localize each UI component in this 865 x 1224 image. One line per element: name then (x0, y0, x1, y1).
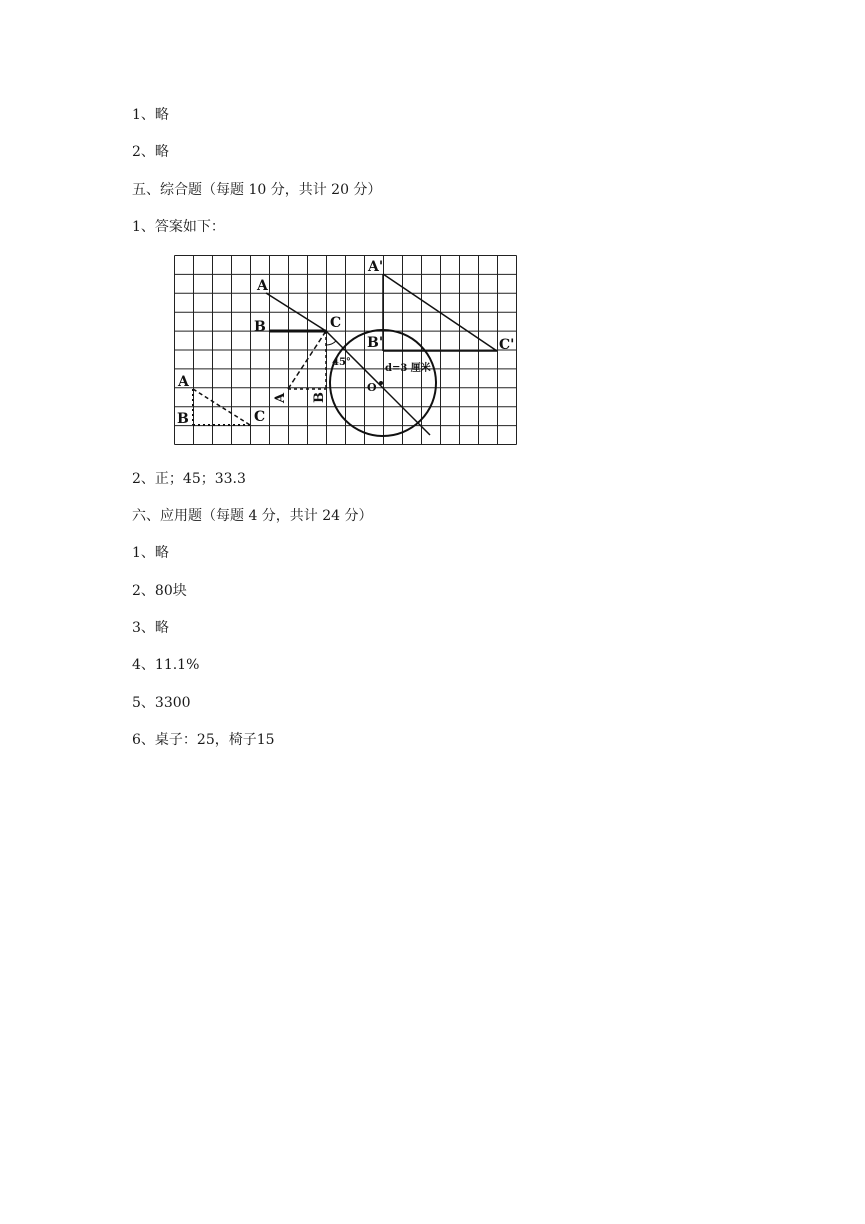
line-10: 6、桌子：25，椅子15 (132, 732, 275, 748)
line-7: 3、略 (132, 620, 169, 636)
section-heading-5: 五、综合题（每题 10 分，共计 20 分） (132, 182, 382, 198)
label-a2: A' (368, 259, 384, 275)
line-8: 4、11.1% (132, 657, 200, 673)
label-b2: B' (367, 335, 384, 351)
label-a1: A (257, 278, 268, 294)
angle-arc (326, 341, 336, 345)
label-a3: A (178, 374, 189, 390)
label-diameter: d=3 厘米 (385, 363, 431, 374)
label-c3: C (254, 409, 266, 425)
line-9: 5、3300 (132, 695, 191, 711)
line-1: 1、略 (132, 107, 169, 123)
label-b1: B (254, 319, 266, 335)
label-c1: C (330, 315, 342, 331)
label-center: O (367, 381, 377, 394)
line-2: 2、略 (132, 144, 169, 160)
label-b3: B (177, 411, 189, 427)
center-point (379, 381, 383, 385)
label-a4: A (273, 392, 288, 403)
section-heading-6: 六、应用题（每题 4 分，共计 24 分） (132, 508, 373, 524)
label-c2: C' (499, 337, 515, 353)
label-b4: B (312, 392, 327, 403)
line-5: 1、略 (132, 545, 169, 561)
answer-figure (174, 255, 519, 447)
line-6: 2、80块 (132, 583, 187, 599)
line-4: 2、正；45；33.3 (132, 471, 246, 487)
label-angle: 45° (332, 357, 351, 368)
line-3: 1、答案如下： (132, 219, 225, 235)
